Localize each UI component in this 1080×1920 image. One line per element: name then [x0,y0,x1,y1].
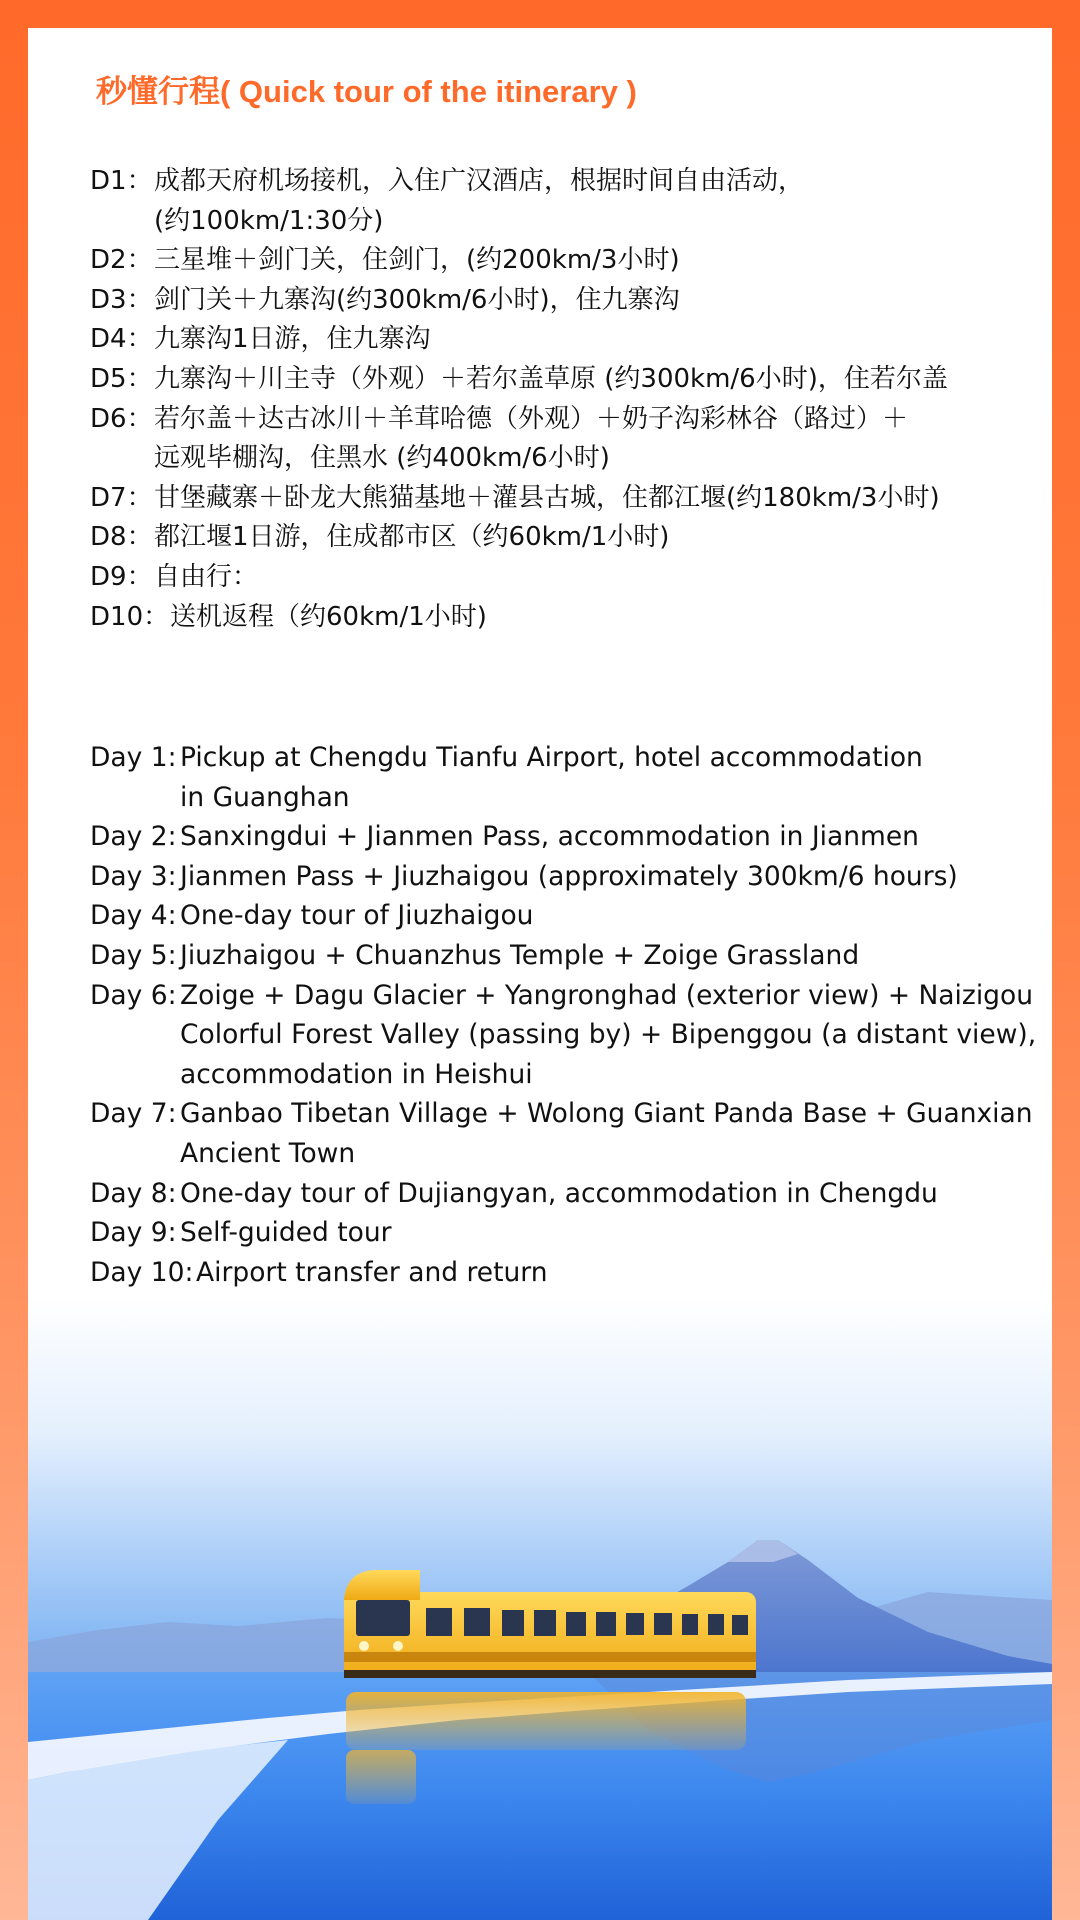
en-day-label: Day 3: [90,860,177,892]
en-day-label: Day 5: [90,939,177,971]
zh-day-2 [90,241,948,281]
zh-day-label: D6： [90,403,153,434]
en-day-7-cont-1 [90,1134,1036,1174]
en-day-label: Day 8: [90,1177,177,1209]
en-day-label [90,1055,180,1095]
en-day-text: Jiuzhaigou + Chuanzhus Temple + Zoige Grassland [180,939,860,971]
zh-day-text: 三星堆＋剑门关，住剑门，(约200km/3小时) [154,245,680,276]
en-day-text: One-day tour of Jiuzhaigou [180,900,534,932]
en-day-text: Ancient Town [180,1137,356,1169]
zh-day-text: 成都天府机场接机，入住广汉酒店，根据时间自由活动， [154,166,805,196]
zh-day-4 [90,320,948,360]
zh-day-label: D2： [90,245,153,276]
en-day-label: Day 9: [90,1217,177,1249]
en-day-label [90,778,180,818]
en-day-text: Pickup at Chengdu Tianfu Airport, hotel accommodation [180,742,923,773]
zh-day-label: D4： [90,324,153,355]
en-day-10 [90,1253,1036,1293]
zh-day-5 [90,360,948,400]
zh-day-text: 剑门关＋九寨沟(约300km/6小时)，住九寨沟 [154,284,680,315]
en-day-label: Day 2: [90,821,177,853]
zh-day-8 [90,518,948,558]
en-day-label: Day 1: [90,742,177,773]
en-day-9 [90,1213,1036,1253]
itinerary-card [28,28,1052,1920]
en-day-text: Jianmen Pass + Jiuzhaigou (approximately 300km/6 hours) [180,860,958,892]
itinerary-chinese-list [90,162,948,637]
zh-day-text: 甘堡藏寨＋卧龙大熊猫基地＋灌县古城，住都江堰(约180km/3小时) [154,482,940,513]
zh-day-text: (约100km/1:30分) [154,205,384,236]
en-day-text: Airport transfer and return [196,1256,548,1288]
en-day-3 [90,857,1036,897]
en-day-4 [90,896,1036,936]
zh-day-label [90,439,154,479]
zh-day-label: D3： [90,284,153,315]
en-day-2 [90,817,1036,857]
zh-day-6 [90,400,948,440]
zh-day-text: 都江堰1日游，住成都市区（约60km/1小时) [154,522,670,553]
zh-day-10 [90,598,948,638]
en-day-text: One-day tour of Dujiangyan, accommodation in Chengdu [180,1177,938,1209]
zh-day-label [90,202,154,242]
en-day-text: Ganbao Tibetan Village + Wolong Giant Panda Base + Guanxian [180,1098,1033,1130]
zh-day-text: 九寨沟＋川主寺（外观）＋若尔盖草原 (约300km/6小时)，住若尔盖 [154,363,948,394]
train-lake-scene [28,1300,1052,1920]
zh-day-1 [90,162,948,202]
en-day-1 [90,738,1036,778]
en-day-5 [90,936,1036,976]
zh-day-label: D10： [90,601,170,632]
title-english: ( Quick tour of the itinerary ) [220,74,637,109]
zh-day-label: D8： [90,522,153,553]
en-day-7 [90,1094,1036,1134]
zh-day-text: 若尔盖＋达古冰川＋羊茸哈德（外观）＋奶子沟彩林谷（路过）＋ [154,403,909,434]
en-day-text: Sanxingdui + Jianmen Pass, accommodation in Jianmen [180,821,919,853]
en-day-label: Day 4: [90,900,177,932]
en-day-6-cont-2 [90,1055,1036,1095]
en-day-text: Colorful Forest Valley (passing by) + Bipenggou (a distant view), [180,1019,1037,1051]
en-day-label: Day 7: [90,1098,177,1130]
en-day-1-cont-1 [90,778,1036,818]
en-day-label [90,1015,180,1055]
en-day-label [90,1134,180,1174]
en-day-6 [90,976,1036,1016]
zh-day-text: 自由行： [154,561,259,592]
en-day-8 [90,1174,1036,1214]
zh-day-text: 远观毕棚沟，住黑水 (约400km/6小时) [154,443,610,474]
en-day-label: Day 6: [90,979,177,1011]
zh-day-label: D5： [90,363,153,394]
zh-day-text: 九寨沟1日游，住九寨沟 [154,324,431,355]
zh-day-7 [90,479,948,519]
title-chinese: 秒懂行程 [96,74,220,110]
en-day-text: Zoige + Dagu Glacier + Yangronghad (exterior view) + Naizigou [180,979,1034,1011]
zh-day-label: D9： [90,561,153,592]
page-title [96,66,637,111]
en-day-6-cont-1 [90,1015,1036,1055]
zh-day-3 [90,281,948,321]
zh-day-1-cont-1 [90,202,948,242]
zh-day-label: D1： [90,166,153,196]
zh-day-label: D7： [90,482,153,513]
zh-day-6-cont-1 [90,439,948,479]
zh-day-text: 送机返程（约60km/1小时) [170,601,487,632]
en-day-text: accommodation in Heishui [180,1058,533,1090]
itinerary-english-list [90,738,1036,1292]
zh-day-9 [90,558,948,598]
en-day-label: Day 10: [90,1256,194,1288]
en-day-text: Self-guided tour [180,1217,392,1249]
en-day-text: in Guanghan [180,781,350,813]
